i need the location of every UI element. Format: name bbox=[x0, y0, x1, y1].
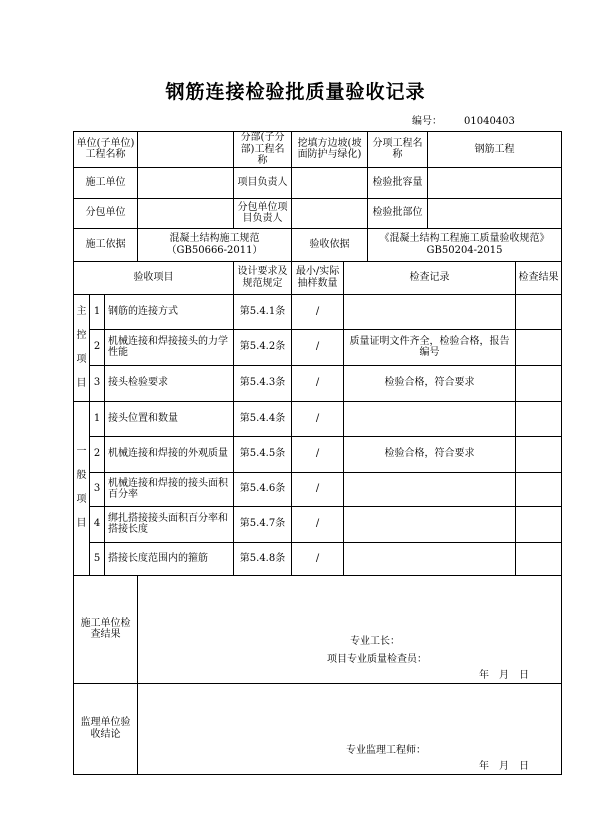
general-row-4-record[interactable] bbox=[344, 506, 516, 542]
document-number bbox=[412, 112, 515, 127]
main-row-2-record[interactable]: 质量证明文件齐全，检验合格，报告编号 bbox=[344, 329, 516, 365]
general-row-3-record[interactable] bbox=[344, 472, 516, 506]
main-row-2-result[interactable] bbox=[516, 329, 562, 365]
constructor-value[interactable] bbox=[138, 167, 234, 198]
subitem-name-label: 分项工程名称 bbox=[368, 132, 428, 168]
main-row-1-sample[interactable]: / bbox=[292, 294, 344, 329]
general-row-3-item: 机械连接和焊接的接头面积百分率 bbox=[105, 472, 234, 506]
general-row-1-no: 1 bbox=[90, 401, 105, 436]
page-title: 钢筋连接检验批质量验收记录 bbox=[165, 81, 426, 103]
main-row-1-item: 钢筋的连接方式 bbox=[105, 294, 234, 329]
acceptance-form-table bbox=[73, 131, 562, 775]
division-name-value[interactable]: 挖填方边坡(坡面防护与绿化) bbox=[292, 132, 368, 168]
general-row-5-item: 搭接长度范围内的箍筋 bbox=[105, 542, 234, 575]
column-header-record: 检查记录 bbox=[344, 261, 516, 294]
main-control-group-label: 主 控 项 目 bbox=[74, 294, 90, 401]
general-row-2-result[interactable] bbox=[516, 436, 562, 472]
batch-capacity-label: 检验批容量 bbox=[368, 167, 428, 198]
supervision-conclusion-date: 年 月 日 bbox=[479, 760, 530, 772]
unit-name-label: 单位(子单位)工程名称 bbox=[74, 132, 138, 168]
subitem-name-value[interactable]: 钢筋工程 bbox=[428, 132, 562, 168]
general-row-1-record[interactable] bbox=[344, 401, 516, 436]
general-row-4-item: 绑扎搭接接头面积百分率和搭接长度 bbox=[105, 506, 234, 542]
general-row-2-sample[interactable]: / bbox=[292, 436, 344, 472]
batch-capacity-value[interactable] bbox=[428, 167, 562, 198]
batch-location-value[interactable] bbox=[428, 198, 562, 228]
general-row-1-sample[interactable]: / bbox=[292, 401, 344, 436]
main-row-3-result[interactable] bbox=[516, 365, 562, 401]
supervising-engineer-signature-label: 专业监理工程师： bbox=[346, 744, 427, 756]
column-header-result: 检查结果 bbox=[516, 261, 562, 294]
main-row-1-clause: 第5.4.1条 bbox=[234, 294, 292, 329]
batch-location-label: 检验批部位 bbox=[368, 198, 428, 228]
general-row-5-no: 5 bbox=[90, 542, 105, 575]
general-row-5-record[interactable] bbox=[344, 542, 516, 575]
acceptance-basis-label: 验收依据 bbox=[292, 228, 368, 261]
acceptance-basis-value[interactable]: 《混凝土结构工程施工质量验收规范》GB50204-2015 bbox=[368, 228, 562, 261]
main-row-3-record[interactable]: 检验合格，符合要求 bbox=[344, 365, 516, 401]
general-row-3-clause: 第5.4.6条 bbox=[234, 472, 292, 506]
general-row-4-no: 4 bbox=[90, 506, 105, 542]
main-row-3-no: 3 bbox=[90, 365, 105, 401]
general-row-2-item: 机械连接和焊接的外观质量 bbox=[105, 436, 234, 472]
main-row-2-clause: 第5.4.2条 bbox=[234, 329, 292, 365]
main-row-2-item: 机械连接和焊接接头的力学性能 bbox=[105, 329, 234, 365]
document-number-label: 编号： bbox=[412, 116, 442, 127]
unit-name-value[interactable] bbox=[138, 132, 234, 168]
project-manager-label: 项目负责人 bbox=[234, 167, 292, 198]
sub-project-manager-value[interactable] bbox=[292, 198, 368, 228]
column-header-item: 验收项目 bbox=[74, 261, 234, 294]
general-row-5-clause: 第5.4.8条 bbox=[234, 542, 292, 575]
general-row-1-result[interactable] bbox=[516, 401, 562, 436]
main-row-1-record[interactable] bbox=[344, 294, 516, 329]
subcontractor-label: 分包单位 bbox=[74, 198, 138, 228]
main-row-3-sample[interactable]: / bbox=[292, 365, 344, 401]
general-group-label: 一 般 项 目 bbox=[74, 401, 90, 575]
main-row-3-item: 接头检验要求 bbox=[105, 365, 234, 401]
division-name-label: 分部(子分部)工程名称 bbox=[234, 132, 292, 168]
general-row-4-clause: 第5.4.7条 bbox=[234, 506, 292, 542]
construction-check-label: 施工单位检查结果 bbox=[74, 575, 138, 683]
sub-project-manager-label: 分包单位项目负责人 bbox=[234, 198, 292, 228]
project-manager-value[interactable] bbox=[292, 167, 368, 198]
general-row-1-clause: 第5.4.4条 bbox=[234, 401, 292, 436]
column-header-requirement: 设计要求及规范规定 bbox=[234, 261, 292, 294]
general-row-2-clause: 第5.4.5条 bbox=[234, 436, 292, 472]
main-row-2-sample[interactable]: / bbox=[292, 329, 344, 365]
quality-inspector-signature-label: 项目专业质量检查员： bbox=[327, 653, 428, 665]
supervision-conclusion-area[interactable] bbox=[138, 683, 562, 774]
general-row-5-sample[interactable]: / bbox=[292, 542, 344, 575]
supervision-conclusion-label: 监理单位验收结论 bbox=[74, 683, 138, 774]
general-row-4-sample[interactable]: / bbox=[292, 506, 344, 542]
general-row-4-result[interactable] bbox=[516, 506, 562, 542]
main-row-3-clause: 第5.4.3条 bbox=[234, 365, 292, 401]
construction-check-area[interactable] bbox=[138, 575, 562, 683]
construction-basis-label: 施工依据 bbox=[74, 228, 138, 261]
construction-check-date: 年 月 日 bbox=[479, 669, 530, 681]
construction-basis-value[interactable]: 混凝土结构施工规范（GB50666-2011） bbox=[138, 228, 292, 261]
column-header-sample: 最小/实际抽样数量 bbox=[292, 261, 344, 294]
document-number-value: 01040403 bbox=[464, 116, 515, 127]
general-row-2-record[interactable]: 检验合格，符合要求 bbox=[344, 436, 516, 472]
general-row-5-result[interactable] bbox=[516, 542, 562, 575]
general-row-1-item: 接头位置和数量 bbox=[105, 401, 234, 436]
foreman-signature-label: 专业工长： bbox=[350, 635, 401, 647]
general-row-3-no: 3 bbox=[90, 472, 105, 506]
general-row-3-sample[interactable]: / bbox=[292, 472, 344, 506]
main-row-1-no: 1 bbox=[90, 294, 105, 329]
main-row-1-result[interactable] bbox=[516, 294, 562, 329]
main-row-2-no: 2 bbox=[90, 329, 105, 365]
constructor-label: 施工单位 bbox=[74, 167, 138, 198]
subcontractor-value[interactable] bbox=[138, 198, 234, 228]
general-row-2-no: 2 bbox=[90, 436, 105, 472]
general-row-3-result[interactable] bbox=[516, 472, 562, 506]
